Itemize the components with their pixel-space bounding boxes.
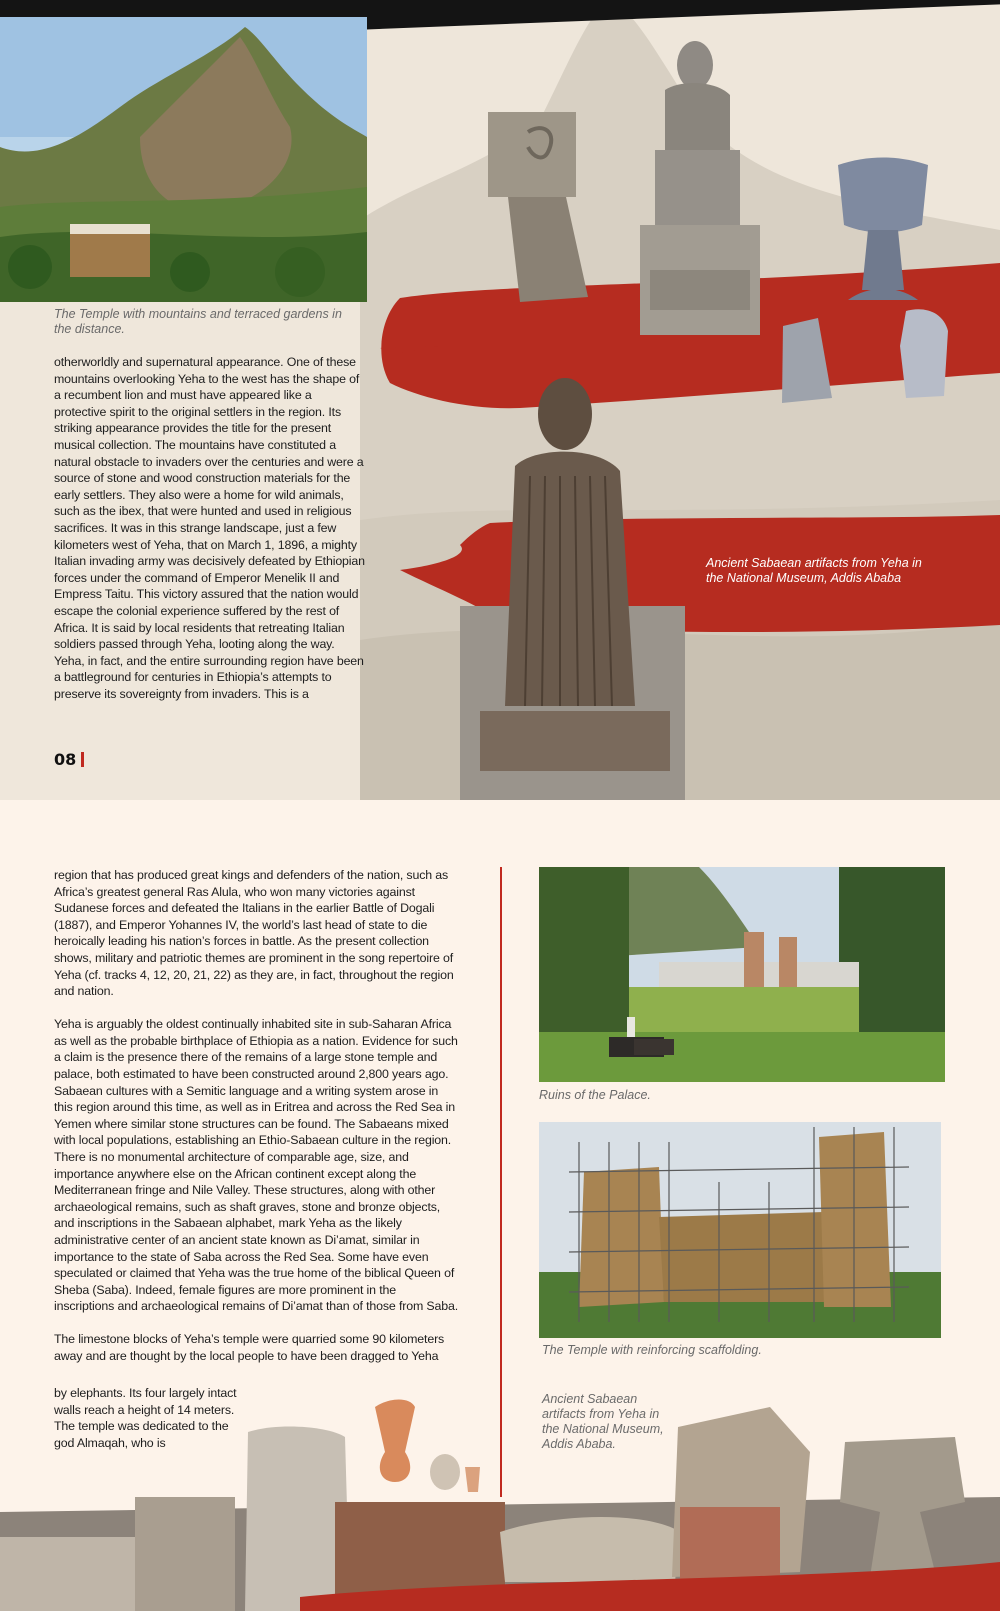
body-text-column: otherworldly and supernatural appearance. One of these mountains overlooking Yeha to the west has the shape of a recumbent lion and must have appeared like a protective spirit to the original settlers in the region. Its striking appearance provides the title for the present musical collection. The mountains have constituted a natural obstacle to invaders over the centuries and were a source of stone and wood construction materials for the early settlers. They also were a home for wild animals, such as the ibex, that were hunted and used in religious sacrifices. It was in this strange landscape, just a few kilometers west of Yeha, that on March 1, 1896, a mighty Italian invading army was decisively defeated by Ethiopian forces under the command of Emperor Menelik II and Empress Taitu. This victory assured that the nation would escape the colonial experience suffered by the rest of Africa. It is said by local residents that retreating Italian soldiers passed through Yeha, looting along the way. Yeha, in fact, and the entire surrounding region have been a battleground for centuries in Ethiopia’s attempts to preserve its sovereignty from invaders. This is a	[54, 355, 365, 701]
square-altar-artifact	[488, 112, 600, 307]
page-number-text: 08	[54, 750, 77, 769]
paragraph-2: Yeha is arguably the oldest continually inhabited site in sub-Saharan Africa as well as the probable birthplace of Ethiopia as a nation. Evidence for such a claim is the presence there of the remains of a large stone temple and palace, both estimated to have been constructed around 2,800 years ago. Sabaean cultures with a Semitic language and a writing system arose in this region around this time, as well as in Eritrea and across the Red Sea in Yemen where similar stone structures can be found. The Sabaeans mixed with local populations, establishing an Ethio-Sabaean culture in the region. There is no monumental architecture of comparable age, size, and importance anywhere else on the African continent except along the Mediterranean fringe and Nile Valley. These structures, along with other archaeological remains, such as shaft graves, stone and bronze objects, and inscriptions in the Sabaean alphabet, mark Yeha as the likely administrative center of an ancient state known as Di’amat, similar in importance to the state of Saba across the Red Sea. Some have even speculated or claimed that Yeha was the true home of the biblical Queen of Sheba (Saba). Indeed, female figures are more prominent in the inscriptions and archaeological remains of Di’amat than of those from Saba.	[54, 1017, 459, 1314]
page-number-marker	[81, 752, 84, 767]
scaffolded-temple-photo	[539, 1122, 941, 1338]
scaffold-caption: The Temple with reinforcing scaffolding.	[542, 1343, 762, 1357]
incense-burner-artifact	[838, 155, 928, 305]
page-09	[0, 812, 1000, 1611]
temple-mountain-photo	[0, 17, 367, 302]
palace-caption: Ruins of the Palace.	[539, 1088, 651, 1102]
small-vessel-artifact	[898, 306, 953, 401]
page-number	[54, 750, 84, 769]
body-text-main	[54, 867, 459, 1365]
seated-figure-on-plinth-artifact	[640, 40, 760, 335]
small-stone-artifact	[778, 318, 832, 403]
paragraph-3-narrow: by elephants. Its four largely intact walls reach a height of 14 meters. The temple was dedicated to the god Almaqah, who is	[54, 1386, 237, 1450]
page-08	[0, 0, 1000, 800]
paragraph-3-wide: The limestone blocks of Yeha’s temple were quarried some 90 kilometers away and are thought by the local people to have been dragged to Yeha	[54, 1332, 445, 1364]
artifacts-caption: Ancient Sabaean artifacts from Yeha in the National Museum, Addis Ababa	[706, 556, 922, 585]
seated-statue-artifact	[460, 376, 685, 800]
temple-mountain-caption: The Temple with mountains and terraced gardens in the distance.	[54, 307, 342, 336]
palace-ruins-photo	[539, 867, 945, 1082]
paragraph-1: region that has produced great kings and defenders of the nation, such as Africa’s greatest general Ras Alula, who won many victories against Sudanese forces and defeated the Italians in the earlier Battle of Dogali (1887), and Emperor Yohannes IV, the world’s last head of state to die heroically leading his nation’s forces in battle. As the present collection shows, military and patriotic themes are prominent in the song repertoire of Yeha (cf. tracks 4, 12, 20, 21, 22) as they are, in fact, throughout the region and nation.	[54, 868, 454, 999]
bottom-artifacts-photo	[0, 1372, 1000, 1611]
bottom-artifacts-caption: Ancient Sabaean artifacts from Yeha in the National Museum, Addis Ababa.	[542, 1392, 664, 1451]
